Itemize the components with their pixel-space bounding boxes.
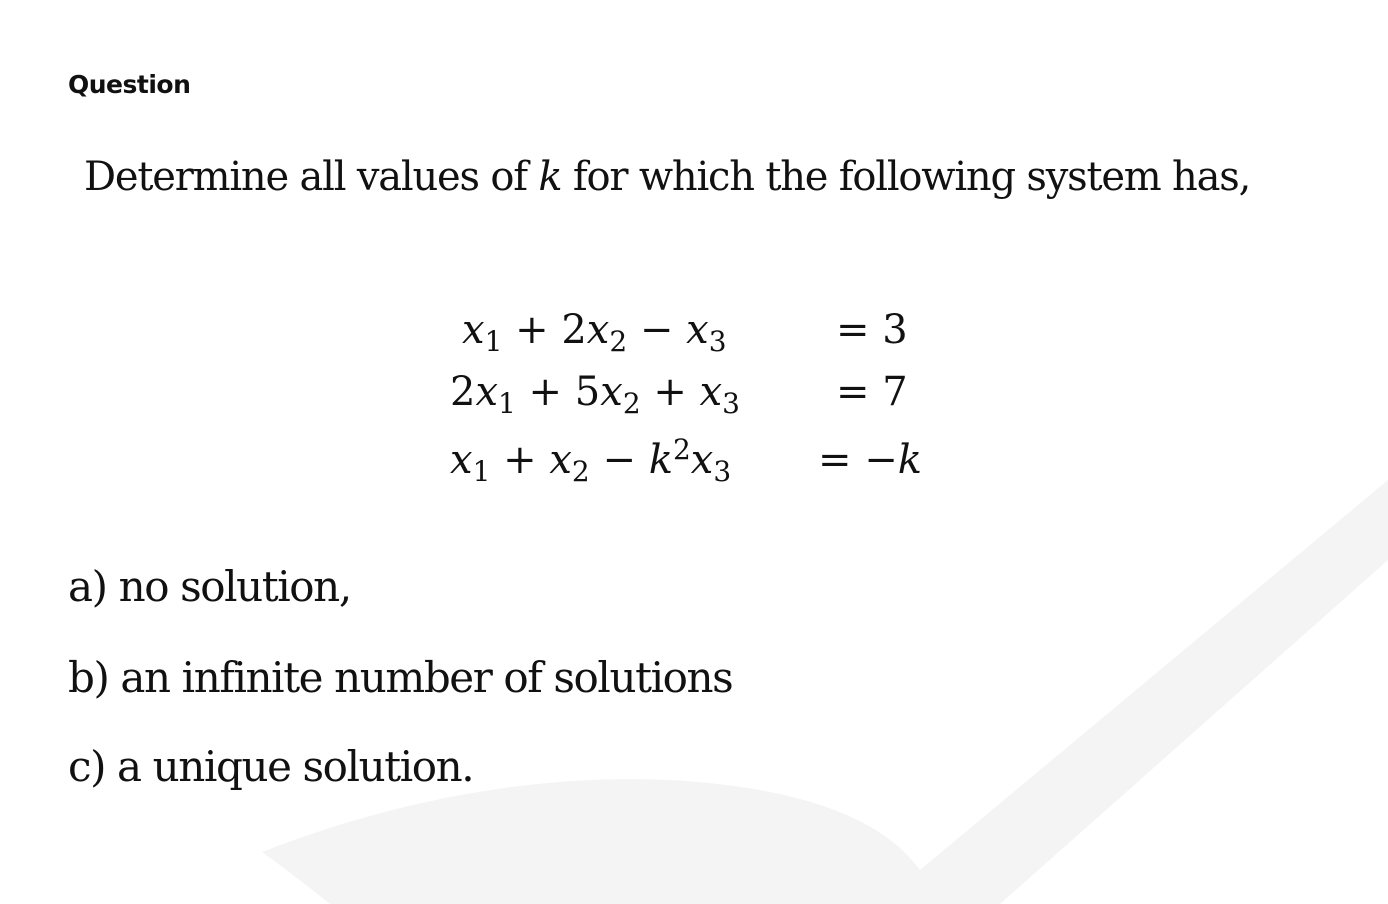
equation-1-rhs: = 3 xyxy=(836,307,908,353)
equation-2-rhs: = 7 xyxy=(836,369,908,415)
equation-2-lhs: $2x_1 + 5x_2 + x_3$ xyxy=(450,369,740,420)
equation-1-lhs: $x_1 + 2x_2 - x_3$ xyxy=(462,307,727,358)
prompt-text-before: Determine all values of xyxy=(84,154,539,200)
question-heading: Question xyxy=(68,70,191,99)
prompt-variable: k xyxy=(538,154,562,200)
part-a-no-solution: a) no solution, xyxy=(68,562,351,611)
part-c-unique-solution: c) a unique solution. xyxy=(68,742,474,791)
prompt-text-after: for which the following system has, xyxy=(561,154,1251,200)
equation-3-rhs: = −k xyxy=(818,437,922,483)
equation-3-lhs: $x_1 + x_2 - k^2x_3$ xyxy=(450,433,732,488)
part-b-infinite-solutions: b) an infinite number of solutions xyxy=(68,653,733,702)
